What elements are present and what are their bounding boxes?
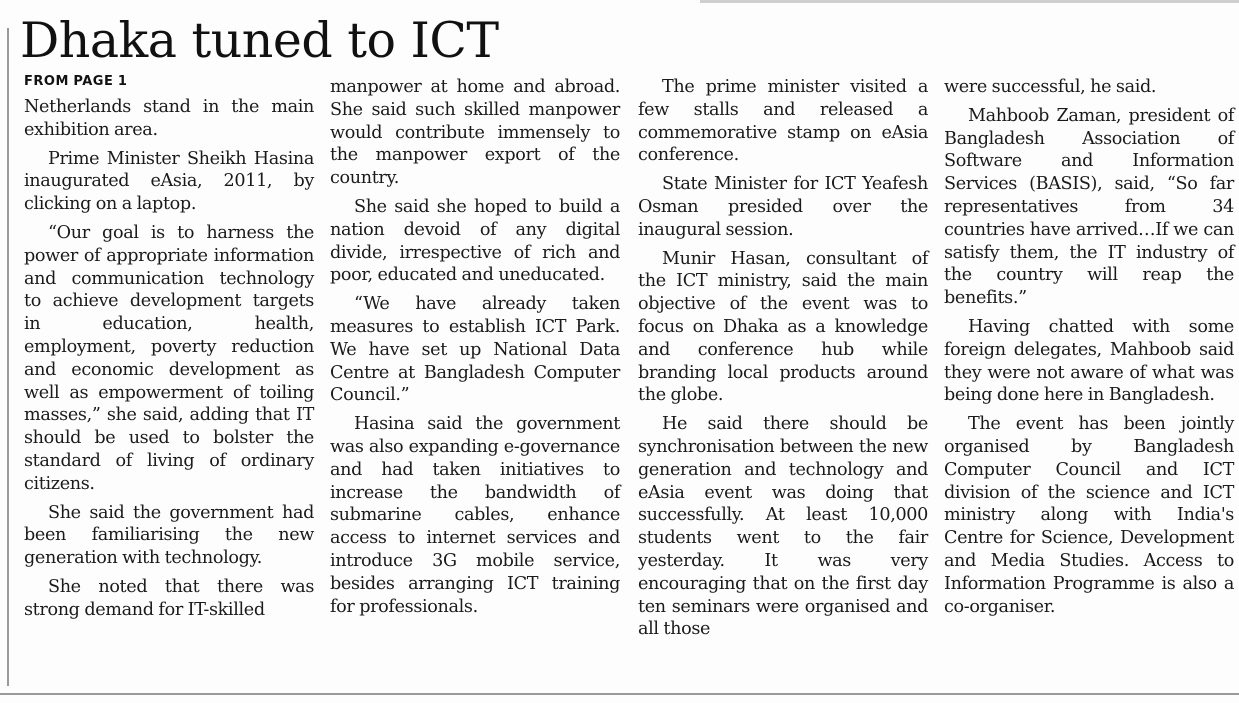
- paragraph: He said there should be synchronisation between the new generation and technology and eAsia event was doing that successfully. At least 10,000 students went to the fair yesterday. It was very encouraging that on the first day ten seminars were organised and all those: [638, 414, 928, 640]
- paragraph: She noted that there was strong demand for IT-skilled: [24, 576, 314, 620]
- article-column-1: [24, 74, 314, 628]
- paragraph: Having chatted with some foreign delegates, Mahboob said they were not aware of what was being done here in Bangladesh.: [944, 316, 1234, 406]
- bottom-rule: [0, 693, 1239, 695]
- article-column-4: [944, 76, 1234, 624]
- paragraph: Prime Minister Sheikh Hasina inaugurated eAsia, 2011, by clicking on a laptop.: [24, 148, 314, 215]
- paragraph: were successful, he said.: [944, 77, 1157, 97]
- paragraph: Hasina said the government was also expanding e-governance and had taken initiatives to increase the bandwidth of submarine cables, enhance access to internet services and introduce 3G mobile service, besides arranging ICT training for professionals.: [330, 414, 620, 617]
- article-column-2: [330, 76, 620, 624]
- article-column-3: [638, 76, 928, 647]
- top-rule: [700, 0, 1239, 3]
- paragraph: The prime minister visited a few stalls and released a commemorative stamp on eAsia conference.: [638, 77, 928, 166]
- column-rule-left: [7, 28, 9, 686]
- headline: Dhaka tuned to ICT: [20, 12, 499, 69]
- paragraph: State Minister for ICT Yeafesh Osman presided over the inaugural session.: [638, 174, 928, 240]
- paragraph: manpower at home and abroad. She said such skilled manpower would contribute immensely to the manpower export of the country.: [330, 77, 620, 189]
- paragraph: “Our goal is to harness the power of appropriate information and communication technology to achieve development targets in education, health, employment, poverty reduction and economic development as well as empowerment of toiling masses,” she said, adding that IT should be used to bolster the standard of living of ordinary citizens.: [24, 222, 314, 494]
- paragraph: “We have already taken measures to establish ICT Park. We have set up National Data Centre at Bangladesh Computer Council.”: [330, 294, 620, 406]
- kicker: FROM PAGE 1: [24, 74, 128, 89]
- paragraph: The event has been jointly organised by Bangladesh Computer Council and ICT division of the science and ICT ministry along with India's Centre for Science, Development and Media Studies. Access to Information Programme is also a co-organiser.: [944, 414, 1234, 617]
- paragraph: She said she hoped to build a nation devoid of any digital divide, irrespective of rich and poor, educated and uneducated.: [330, 196, 620, 286]
- paragraph: Mahboob Zaman, president of Bangladesh Association of Software and Information Services (BASIS), said, “So far representatives from 34 countries have arrived…If we can satisfy them, the IT industry of the country will reap the benefits.”: [944, 105, 1234, 309]
- paragraph: She said the government had been familiarising the new generation with technology.: [24, 502, 314, 569]
- paragraph: Munir Hasan, consultant of the ICT ministry, said the main objective of the event was to focus on Dhaka as a knowledge and conference hub while branding local products around the globe.: [638, 248, 928, 406]
- paragraph: Netherlands stand in the main exhibition area.: [24, 97, 314, 140]
